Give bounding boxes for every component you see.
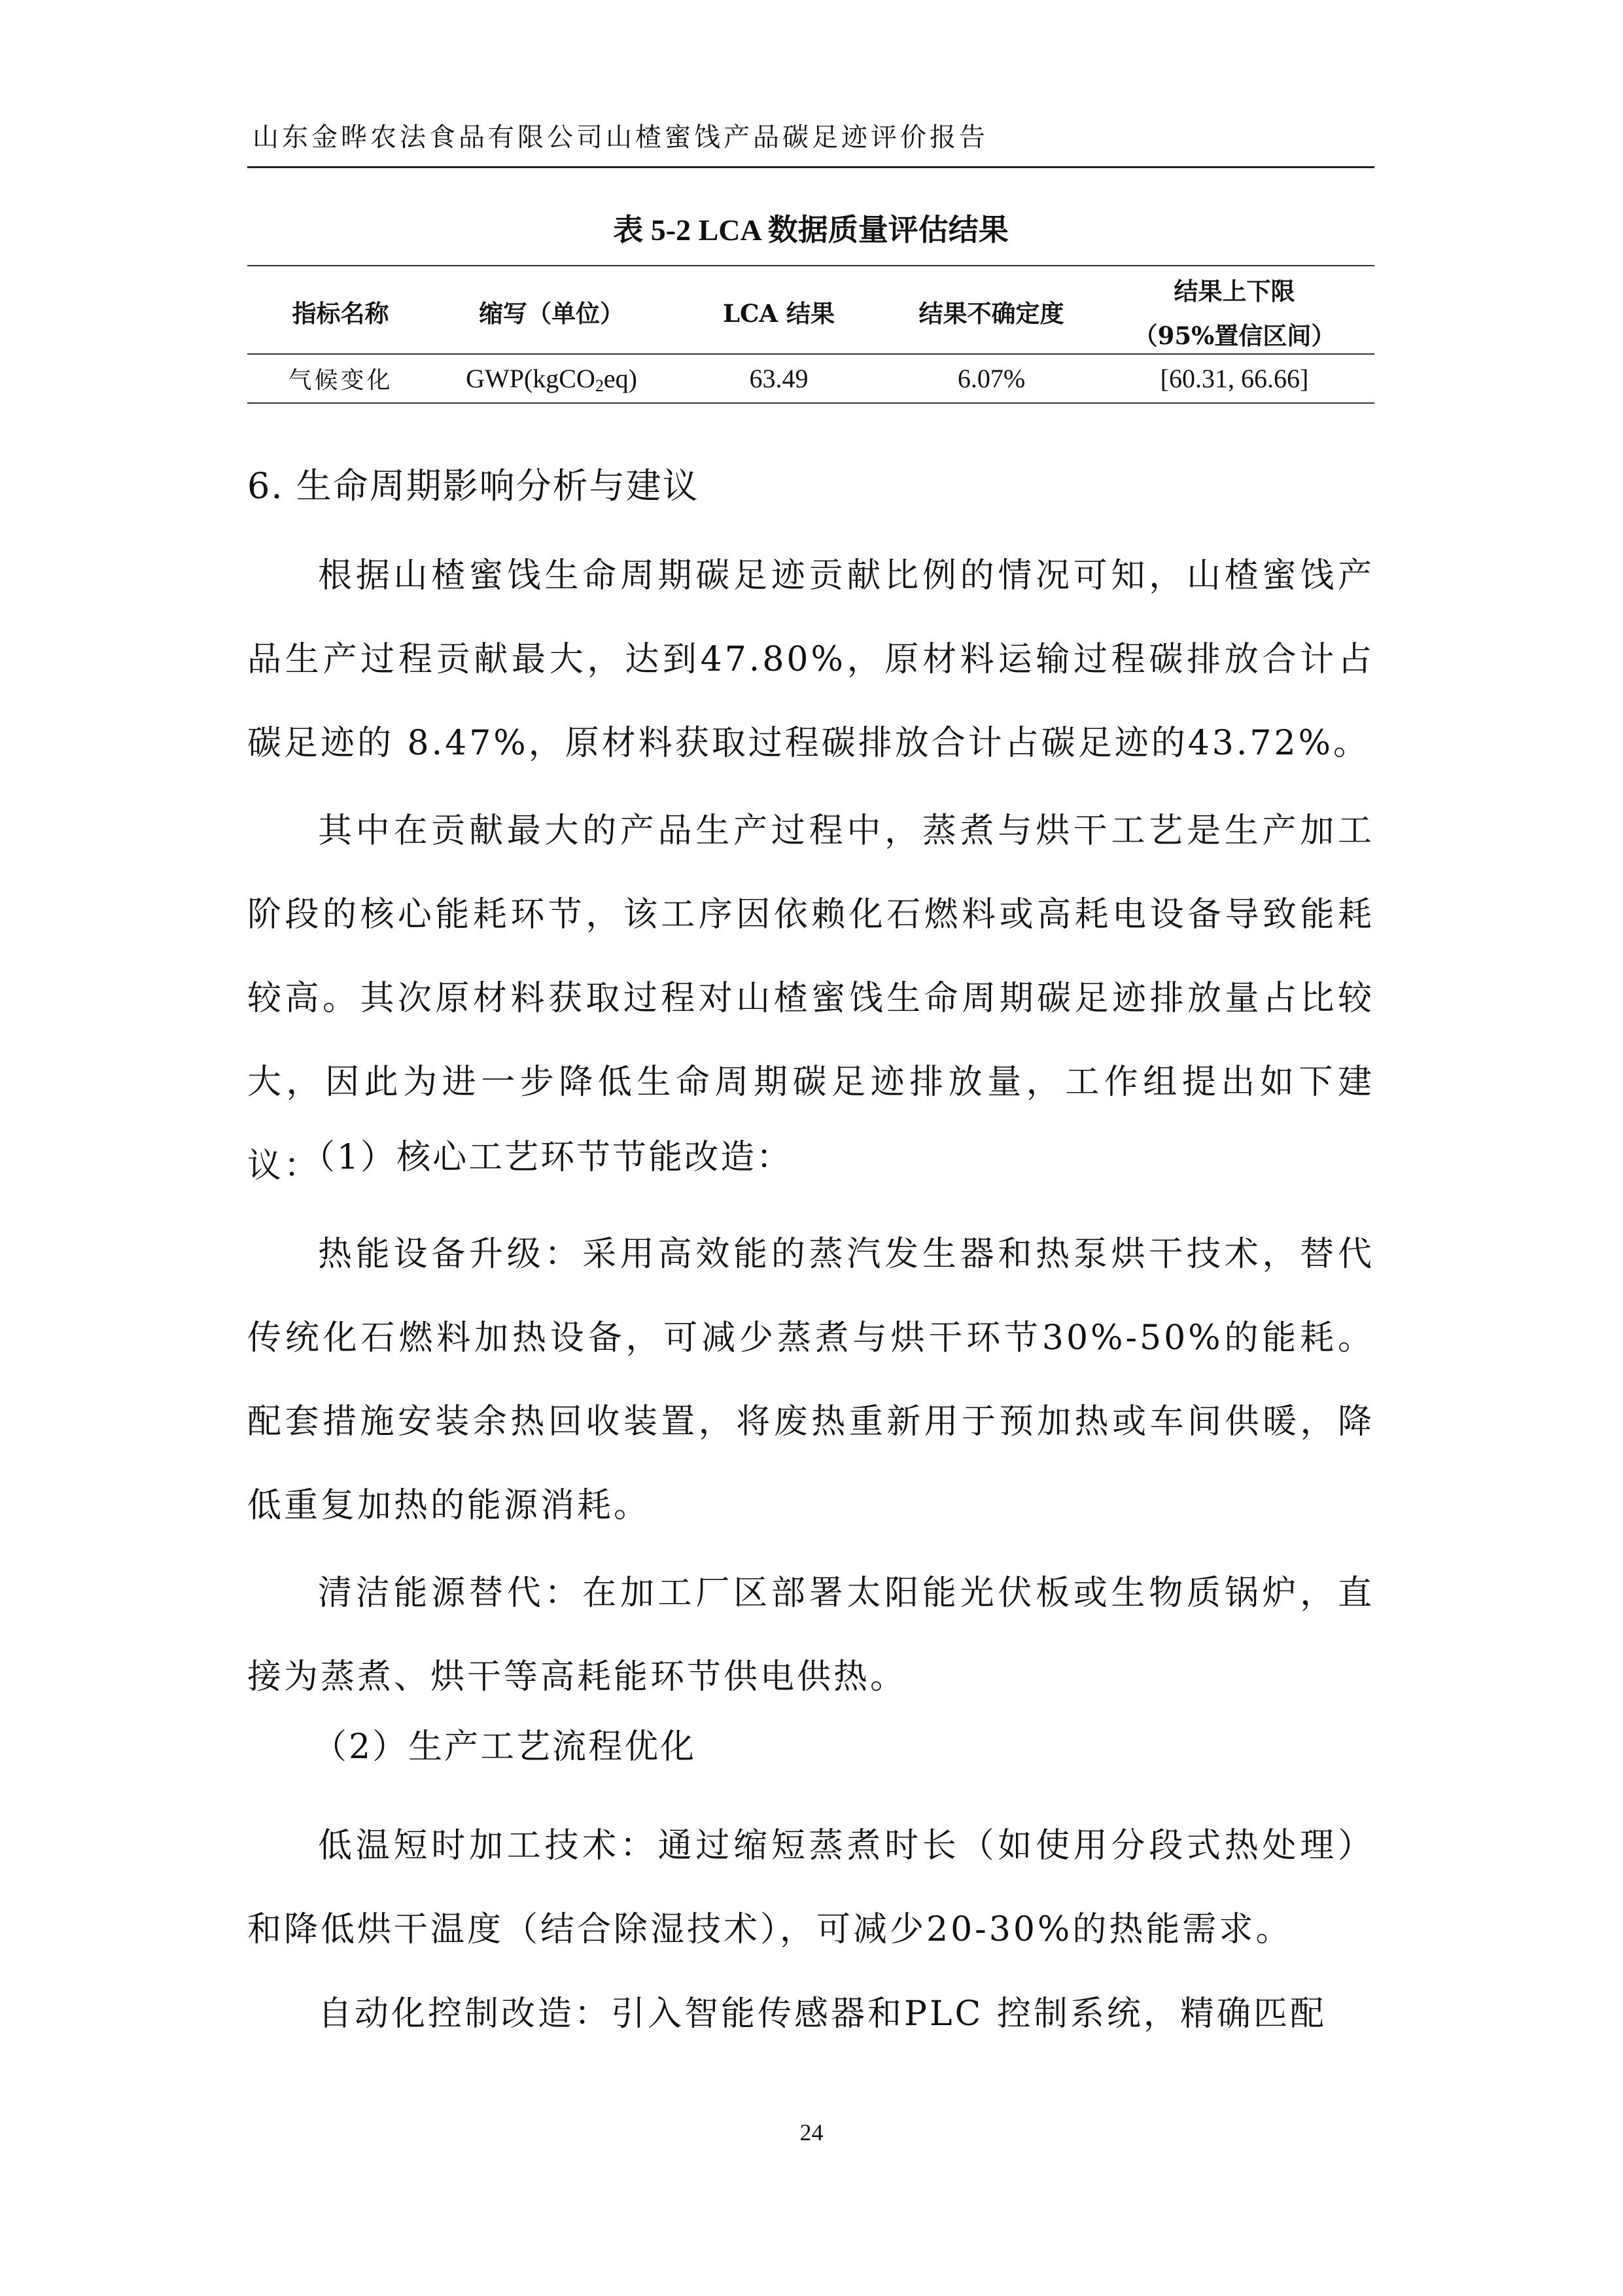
column-header: 缩写（单位） <box>479 299 624 328</box>
table-top-rule <box>247 265 1374 266</box>
body-paragraph: 清洁能源替代：在加工厂区部署太阳能光伏板或生物质锅炉，直接为蒸煮、烘干等高耗能环节供电供热。 <box>247 1574 1374 1697</box>
column-header: LCA 结果 <box>722 299 835 328</box>
unit-subscript: 2 <box>595 376 604 395</box>
column-header-interval <box>1094 272 1374 351</box>
table-header-row <box>247 272 1374 351</box>
column-header: 结果不确定度 <box>918 299 1064 328</box>
page-number: 24 <box>799 2119 824 2146</box>
column-header: 指标名称 <box>292 299 389 328</box>
table-bottom-rule <box>247 402 1374 404</box>
body-paragraph: 热能设备升级：采用高效能的蒸汽发生器和热泵烘干技术，替代传统化石燃料加热设备，可减少蒸煮与烘干环节30%-50%的能耗。配套措施安装余热回收装置，将废热重新用于预加热或车间供暖，降低重复加热的能源消耗。 <box>247 1235 1374 1525</box>
interval-cell: [60.31, 66.66] <box>1160 364 1309 393</box>
indicator-cell: 气候变化 <box>288 367 393 394</box>
recommendation-heading: （2）生产工艺流程优化 <box>313 1727 697 1767</box>
running-header: 山东金晔农法食品有限公司山楂蜜饯产品碳足迹评价报告 <box>253 122 988 152</box>
uncertainty-cell: 6.07% <box>957 364 1026 393</box>
section-heading: 6. 生命周期影响分析与建议 <box>247 465 699 506</box>
recommendation-heading: （1）核心工艺环节节能改造： <box>301 1138 793 1177</box>
interval-header-line2: （95%置信区间） <box>1133 321 1336 350</box>
header-rule <box>247 166 1374 168</box>
interval-header-line1: 结果上下限 <box>1174 277 1295 306</box>
body-paragraph: 根据山楂蜜饯生命周期碳足迹贡献比例的情况可知，山楂蜜饯产品生产过程贡献最大，达到47.80%，原材料运输过程碳排放合计占碳足迹的 8.47%，原材料获取过程碳排放合计占碳足迹的43.72%。 <box>247 556 1374 763</box>
table-row <box>247 355 1374 402</box>
body-paragraph: 低温短时加工技术：通过缩短蒸煮时长（如使用分段式热处理）和降低烘干温度（结合除湿技术），可减少20-30%的热能需求。 <box>247 1826 1374 1949</box>
table-caption: 表 5-2 LCA 数据质量评估结果 <box>613 213 1009 247</box>
unit-cell <box>434 355 669 402</box>
body-paragraph: 自动化控制改造：引入智能传感器和PLC 控制系统，精确匹配 <box>318 1994 1327 2034</box>
unit-prefix: GWP(kgCO <box>466 364 595 393</box>
unit-suffix: eq) <box>603 364 637 393</box>
body-paragraph: 其中在贡献最大的产品生产过程中，蒸煮与烘干工艺是生产加工阶段的核心能耗环节，该工序因依赖化石燃料或高耗电设备导致能耗较高。其次原材料获取过程对山楂蜜饯生命周期碳足迹排放量占比较大，因此为进一步降低生命周期碳足迹排放量，工作组提出如下建议： <box>247 811 1374 1186</box>
result-cell: 63.49 <box>749 364 809 393</box>
